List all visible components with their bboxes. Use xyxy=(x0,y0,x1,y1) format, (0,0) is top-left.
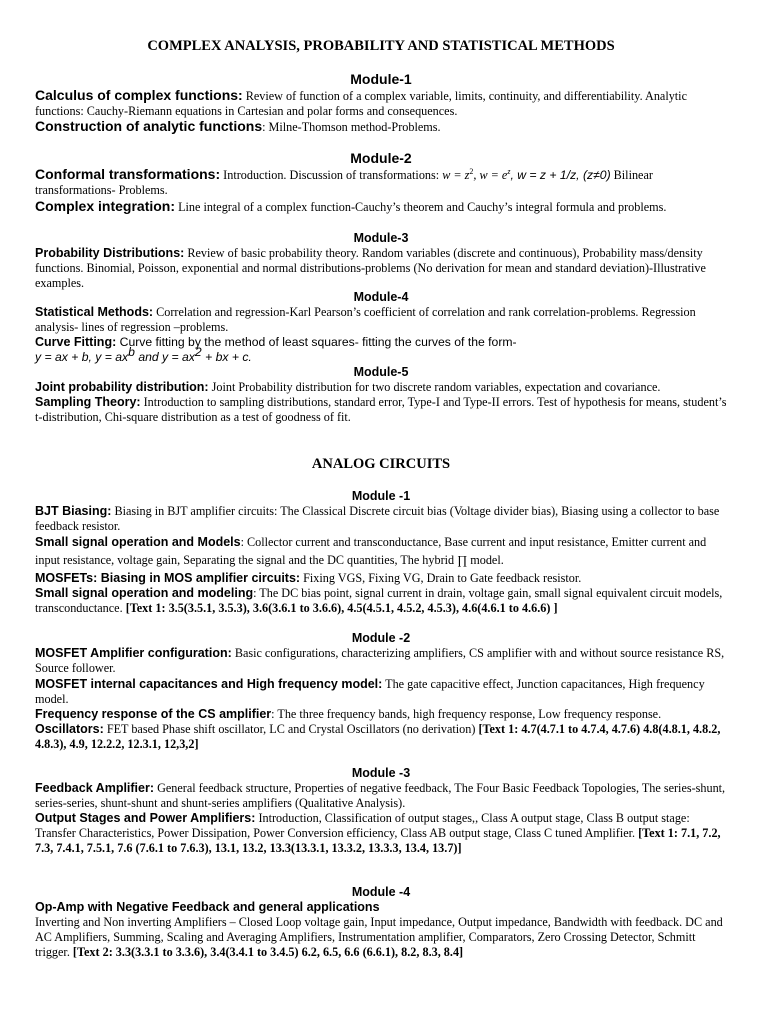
topic-heading: Feedback Amplifier: xyxy=(35,781,155,795)
module-3-heading: Module-3 xyxy=(353,231,409,245)
analog-m3-paragraph-2 xyxy=(35,811,727,856)
topic-heading: Calculus of complex functions: xyxy=(35,87,243,103)
superscript: 2 xyxy=(194,344,202,359)
topic-heading: BJT Biasing: xyxy=(35,504,112,518)
topic-heading: Small signal operation and modeling xyxy=(35,586,254,600)
analog-m1-paragraph-1 xyxy=(35,504,727,534)
topic-heading: Conformal transformations: xyxy=(35,166,221,182)
course-title-analog-circuits: ANALOG CIRCUITS xyxy=(311,456,451,472)
topic-text: Line integral of a complex function-Cauchy’s theorem and Cauchy’s integral formula and problems. xyxy=(175,200,667,214)
topic-text: Bilinear transformations- Problems. xyxy=(35,168,653,197)
topic-text: Review of basic probability theory. Random variables (discrete and continuous), Probability mass/density functions. Binomial, Poisson, exponential and normal distributions-problems (No derivation for mean and standard deviation)-Illustrative examples. xyxy=(35,246,706,290)
complex-m5-paragraph-1 xyxy=(35,380,727,395)
topic-heading: Complex integration: xyxy=(35,198,176,214)
topic-text: Curve fitting by the method of least squares- fitting the curves of the form- xyxy=(116,335,517,349)
topic-text: General feedback structure, Properties of negative feedback, The Four Basic Feedback Topologies, The series-shunt, series-series, shunt-shunt and shunt-series amplifiers (Qualitative Analysis). xyxy=(35,781,726,810)
analog-m2-paragraph-4 xyxy=(35,722,727,752)
module-4-heading: Module-4 xyxy=(353,290,409,304)
analog-m1-paragraph-3 xyxy=(35,571,727,586)
complex-m5-paragraph-2 xyxy=(35,395,727,425)
analog-module-3-heading: Module -3 xyxy=(351,766,411,780)
complex-m2-paragraph-1 xyxy=(35,167,727,198)
complex-m4-paragraph-1 xyxy=(35,305,727,335)
topic-heading: Construction of analytic functions xyxy=(35,118,263,134)
complex-m4-paragraph-2 xyxy=(35,335,727,365)
formula-line: + bx + c. xyxy=(201,350,252,364)
topic-text: : Collector current and transconductance, Base current and input resistance, Emitter current and input resistance, voltage gain, Separating the signal and the DC quantities, The hybrid ∏ model. xyxy=(35,535,707,567)
topic-heading: Curve Fitting: xyxy=(35,335,117,349)
formula-line: y = ax + b, y = ax xyxy=(35,350,129,364)
topic-text: Fixing VGS, Fixing VG, Drain to Gate feedback resistor. xyxy=(300,571,582,585)
analog-module-2-heading: Module -2 xyxy=(351,631,411,645)
topic-heading: Op-Amp with Negative Feedback and general applications xyxy=(35,900,380,914)
topic-heading: Frequency response of the CS amplifier xyxy=(35,707,272,721)
analog-module-1-heading: Module -1 xyxy=(351,489,411,503)
topic-text: Biasing in BJT amplifier circuits: The Classical Discrete circuit bias (Voltage divider bias), Biasing using a collector to base feedback resistor. xyxy=(35,504,720,533)
analog-m4-paragraph-2 xyxy=(35,915,727,960)
topic-heading: MOSFETs: Biasing in MOS amplifier circuits: xyxy=(35,571,301,585)
topic-text: Review of function of a complex variable, limits, continuity, and differentiability. Analytic functions: Cauchy-Riemann equations in Cartesian and polar forms and consequences. xyxy=(35,89,687,118)
text-reference: [Text 2: 3.3(3.3.1 to 3.3.6), 3.4(3.4.1 to 3.4.5) 6.2, 6.5, 6.6 (6.6.1), 8.2, 8.3, 8.4] xyxy=(72,945,464,959)
topic-text: : The DC bias point, signal current in drain, voltage gain, small signal equivalent circuit models, transconductance. xyxy=(35,586,723,615)
topic-text: Basic configurations, characterizing amplifiers, CS amplifier with and without source resistance RS, Source follower. xyxy=(35,646,725,675)
topic-text: Introduction to sampling distributions, standard error, Type-I and Type-II errors. Test of hypothesis for means, student’s t-distribution, Chi-square distribution as a test of goodness of fit. xyxy=(35,395,727,424)
analog-m2-paragraph-2 xyxy=(35,677,727,707)
topic-heading: Joint probability distribution: xyxy=(35,380,209,394)
formula-line: and y = ax xyxy=(134,350,195,364)
topic-heading: MOSFET internal capacitances and High frequency model: xyxy=(35,677,383,691)
formula-w-z-plus-1-over-z: , w = z + 1/z, (z≠0) xyxy=(510,168,611,182)
topic-heading: Probability Distributions: xyxy=(35,246,185,260)
topic-text: The gate capacitive effect, Junction capacitances, High frequency model. xyxy=(35,677,705,706)
topic-heading: Sampling Theory: xyxy=(35,395,141,409)
topic-text: : The three frequency bands, high frequency response, Low frequency response. xyxy=(271,707,662,721)
module-1-heading: Module-1 xyxy=(350,71,412,87)
analog-m2-paragraph-1 xyxy=(35,646,727,676)
text-reference: [Text 1: 4.7(4.7.1 to 4.7.4, 4.7.6) 4.8(4.8.1, 4.8.2, 4.8.3), 4.9, 12.2.2, 12.3.1, 12,3,2] xyxy=(35,722,721,751)
superscript: b xyxy=(128,344,135,359)
topic-text: : Milne-Thomson method-Problems. xyxy=(262,120,441,134)
topic-heading: Statistical Methods: xyxy=(35,305,154,319)
complex-m1-paragraph-2 xyxy=(35,119,727,135)
topic-heading: Small signal operation and Models xyxy=(35,535,241,549)
superscript: z xyxy=(507,166,511,176)
text-reference: [Text 1: 7.1, 7.2, 7.3, 7.4.1, 7.5.1, 7.6 (7.6.1 to 7.6.3), 13.1, 13.2, 13.3(13.3.1, 13.3.2, 13.3.3, 13.4, 13.7)] xyxy=(35,826,721,855)
complex-m1-paragraph-1 xyxy=(35,88,727,119)
analog-m1-paragraph-4 xyxy=(35,586,727,616)
analog-module-4-heading: Module -4 xyxy=(351,885,411,899)
topic-heading: Output Stages and Power Amplifiers: xyxy=(35,811,256,825)
superscript: 2 xyxy=(469,166,474,176)
topic-text: Joint Probability distribution for two discrete random variables, expectation and covariance. xyxy=(208,380,661,394)
formula-w-ez: , w = e xyxy=(473,168,508,182)
topic-text: Introduction, Classification of output stages,, Class A output stage, Class B output stage: Transfer Characteristics, Power Dissipation, Power Conversion efficiency, Class AB output stage, Class C tuned Amplifier. xyxy=(35,811,690,840)
topic-text: Inverting and Non inverting Amplifiers – Closed Loop voltage gain, Input impedance, Output impedance, Bandwidth with feedback. DC and AC Amplifiers, Summing, Scaling and Averaging Amplifiers, Instrumentation amplifier, Comparators, Zero Crossing Detector, Schmitt trigger. xyxy=(35,915,723,959)
analog-m4-paragraph-1 xyxy=(35,900,727,915)
topic-heading: MOSFET Amplifier configuration: xyxy=(35,646,232,660)
topic-text: FET based Phase shift oscillator, LC and Crystal Oscillators (no derivation) xyxy=(103,722,479,736)
analog-m2-paragraph-3 xyxy=(35,707,727,722)
module-5-heading: Module-5 xyxy=(353,365,409,379)
topic-heading: Oscillators: xyxy=(35,722,104,736)
analog-m1-paragraph-2 xyxy=(35,533,727,569)
complex-m3-paragraph-1 xyxy=(35,246,727,291)
complex-m2-paragraph-2 xyxy=(35,199,727,215)
topic-text: Introduction. Discussion of transformations: xyxy=(220,168,443,182)
course-title-complex-analysis: COMPLEX ANALYSIS, PROBABILITY AND STATISTICAL METHODS xyxy=(147,38,615,54)
formula-w-z2: w = z xyxy=(442,168,470,182)
topic-text: Correlation and regression-Karl Pearson’s coefficient of correlation and rank correlation-problems. Regression analysis- lines of regression –problems. xyxy=(35,305,696,334)
module-2-heading: Module-2 xyxy=(350,150,412,166)
text-reference: [Text 1: 3.5(3.5.1, 3.5.3), 3.6(3.6.1 to 3.6.6), 4.5(4.5.1, 4.5.2, 4.5.3), 4.6(4.6.1 to 4.6.6) ] xyxy=(125,601,558,615)
analog-m3-paragraph-1 xyxy=(35,781,727,811)
